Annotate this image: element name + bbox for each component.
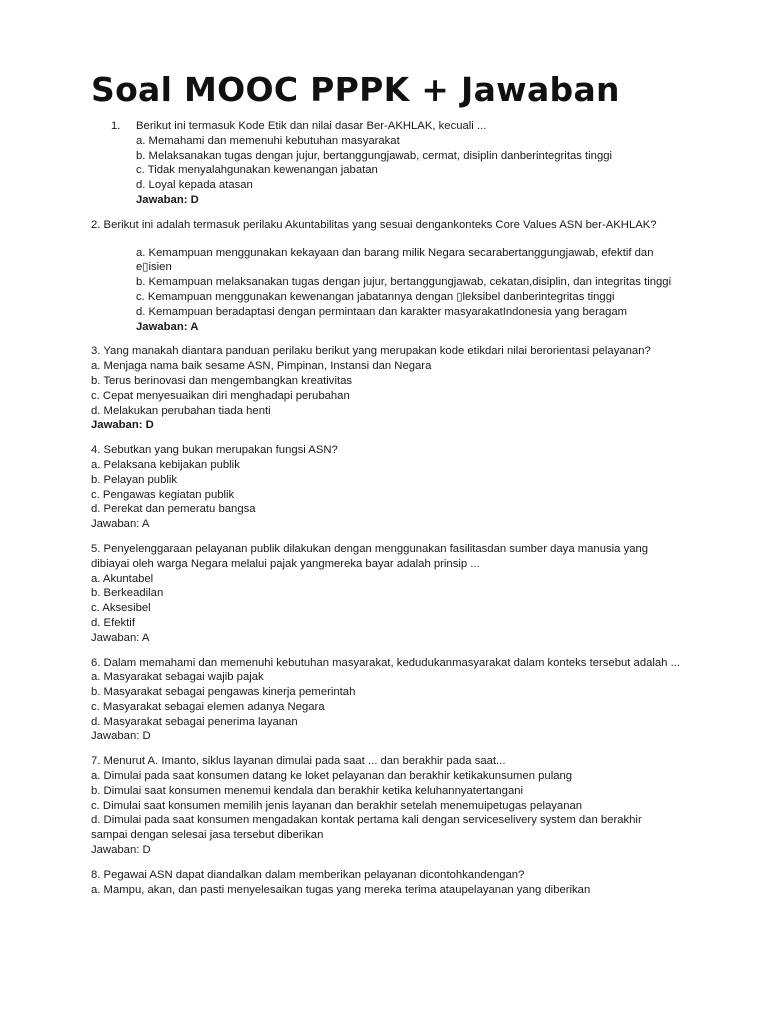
answer: Jawaban: D [91,844,151,857]
answer: Jawaban: A [91,518,150,531]
option-b: b. Berkeadilan [91,587,164,600]
option-c: c. Cepat menyesuaikan diri menghadapi perubahan [91,389,350,402]
question-text: 3. Yang manakah diantara panduan perilaku berikut yang merupakan kode etikdari nilai berorientasi pelayanan? [91,345,651,358]
answer: Jawaban: D [91,730,151,743]
question-3 [91,344,681,433]
question-text: 8. Pegawai ASN dapat diandalkan dalam memberikan pelayanan dicontohkandengan? [91,868,525,881]
question-7 [91,754,681,858]
option-d: d. Loyal kepada atasan [136,179,253,192]
question-text: 7. Menurut A. Imanto, siklus layanan dimulai pada saat ... dan berakhir pada saat... [91,755,506,768]
question-1 [91,119,701,208]
question-5 [91,542,681,646]
option-a: a. Dimulai pada saat konsumen datang ke loket pelayanan dan berakhir ketikakunsumen pulang [91,770,573,783]
page-title: Soal MOOC PPPK + Jawaban [91,70,620,109]
option-d: d. Melakukan perubahan tiada henti [91,404,271,417]
question-text: 6. Dalam memahami dan memenuhi kebutuhan masyarakat, kedudukanmasyarakat dalam konteks tersebut adalah ... [91,656,681,669]
answer: Jawaban: D [136,193,199,206]
answer: Jawaban: A [91,631,150,644]
option-a: a. Akuntabel [91,572,154,585]
options-list [111,134,701,208]
option-b: b. Terus berinovasi dan mengembangkan kreativitas [91,374,353,387]
question-number: 1. [111,120,121,132]
question-text: 5. Penyelenggaraan pelayanan publik dilakukan dengan menggunakan fasilitasdan sumber daya manusia yang dibiayai oleh warga Negara melalui pajak yangmereka bayar adalah prinsip ... [91,542,649,570]
option-d: d. Masyarakat sebagai penerima layanan [91,715,298,728]
option-a: a. Kemampuan menggunakan kekayaan dan barang milik Negara secarabertanggungjawab, efektif dan e▯isien [136,246,654,274]
question-stem: Berikut ini termasuk Kode Etik dan nilai dasar Ber-AKHLAK, kecuali ... [136,120,487,132]
option-d: d. Kemampuan beradaptasi dengan permintaan dan karakter masyarakatIndonesia yang beragam [136,305,628,318]
question-8 [91,868,681,898]
question-2 [91,218,681,335]
options-list [91,246,676,335]
option-b: b. Kemampuan melaksanakan tugas dengan jujur, bertanggungjawab, cekatan,disiplin, dan integritas tinggi [136,276,672,289]
option-c: c. Masyarakat sebagai elemen adanya Negara [91,700,325,713]
option-c: c. Tidak menyalahgunakan kewenangan jabatan [136,164,378,177]
question-text [111,119,701,134]
question-text: 4. Sebutkan yang bukan merupakan fungsi ASN? [91,444,338,457]
question-text: 2. Berikut ini adalah termasuk perilaku Akuntabilitas yang sesuai dengankonteks Core Values ASN ber-AKHLAK? [91,218,657,231]
answer: Jawaban: A [136,320,199,333]
option-b: b. Melaksanakan tugas dengan jujur, bertanggungjawab, cermat, disiplin danberintegritas tinggi [136,149,613,162]
option-b: b. Dimulai saat konsumen menemui kendala dan berakhir ketika keluhannyatertangani [91,784,524,797]
option-b: b. Masyarakat sebagai pengawas kinerja pemerintah [91,686,356,699]
option-d: d. Dimulai pada saat konsumen mengadakan kontak pertama kali dengan serviceselivery system dan berakhir sampai dengan selesai jasa tersebut diberikan [91,814,642,842]
option-a: a. Pelaksana kebijakan publik [91,458,240,471]
option-d: d. Perekat dan pemeratu bangsa [91,503,256,516]
option-c: c. Kemampuan menggunakan kewenangan jabatannya dengan ▯leksibel danberintegritas tinggi [136,290,615,303]
answer: Jawaban: D [91,419,154,432]
option-a: a. Mampu, akan, dan pasti menyelesaikan tugas yang mereka terima ataupelayanan yang diberikan [91,883,591,896]
option-c: c. Dimulai saat konsumen memilih jenis layanan dan berakhir setelah menemuipetugas pelayanan [91,799,583,812]
option-c: c. Aksesibel [91,602,151,615]
option-b: b. Pelayan publik [91,473,178,486]
option-a: a. Masyarakat sebagai wajib pajak [91,671,264,684]
option-c: c. Pengawas kegiatan publik [91,488,235,501]
option-d: d. Efektif [91,616,135,629]
option-a: a. Memahami dan memenuhi kebutuhan masyarakat [136,134,400,147]
question-6 [91,656,681,745]
question-4 [91,443,681,532]
option-a: a. Menjaga nama baik sesame ASN, Pimpinan, Instansi dan Negara [91,360,432,373]
